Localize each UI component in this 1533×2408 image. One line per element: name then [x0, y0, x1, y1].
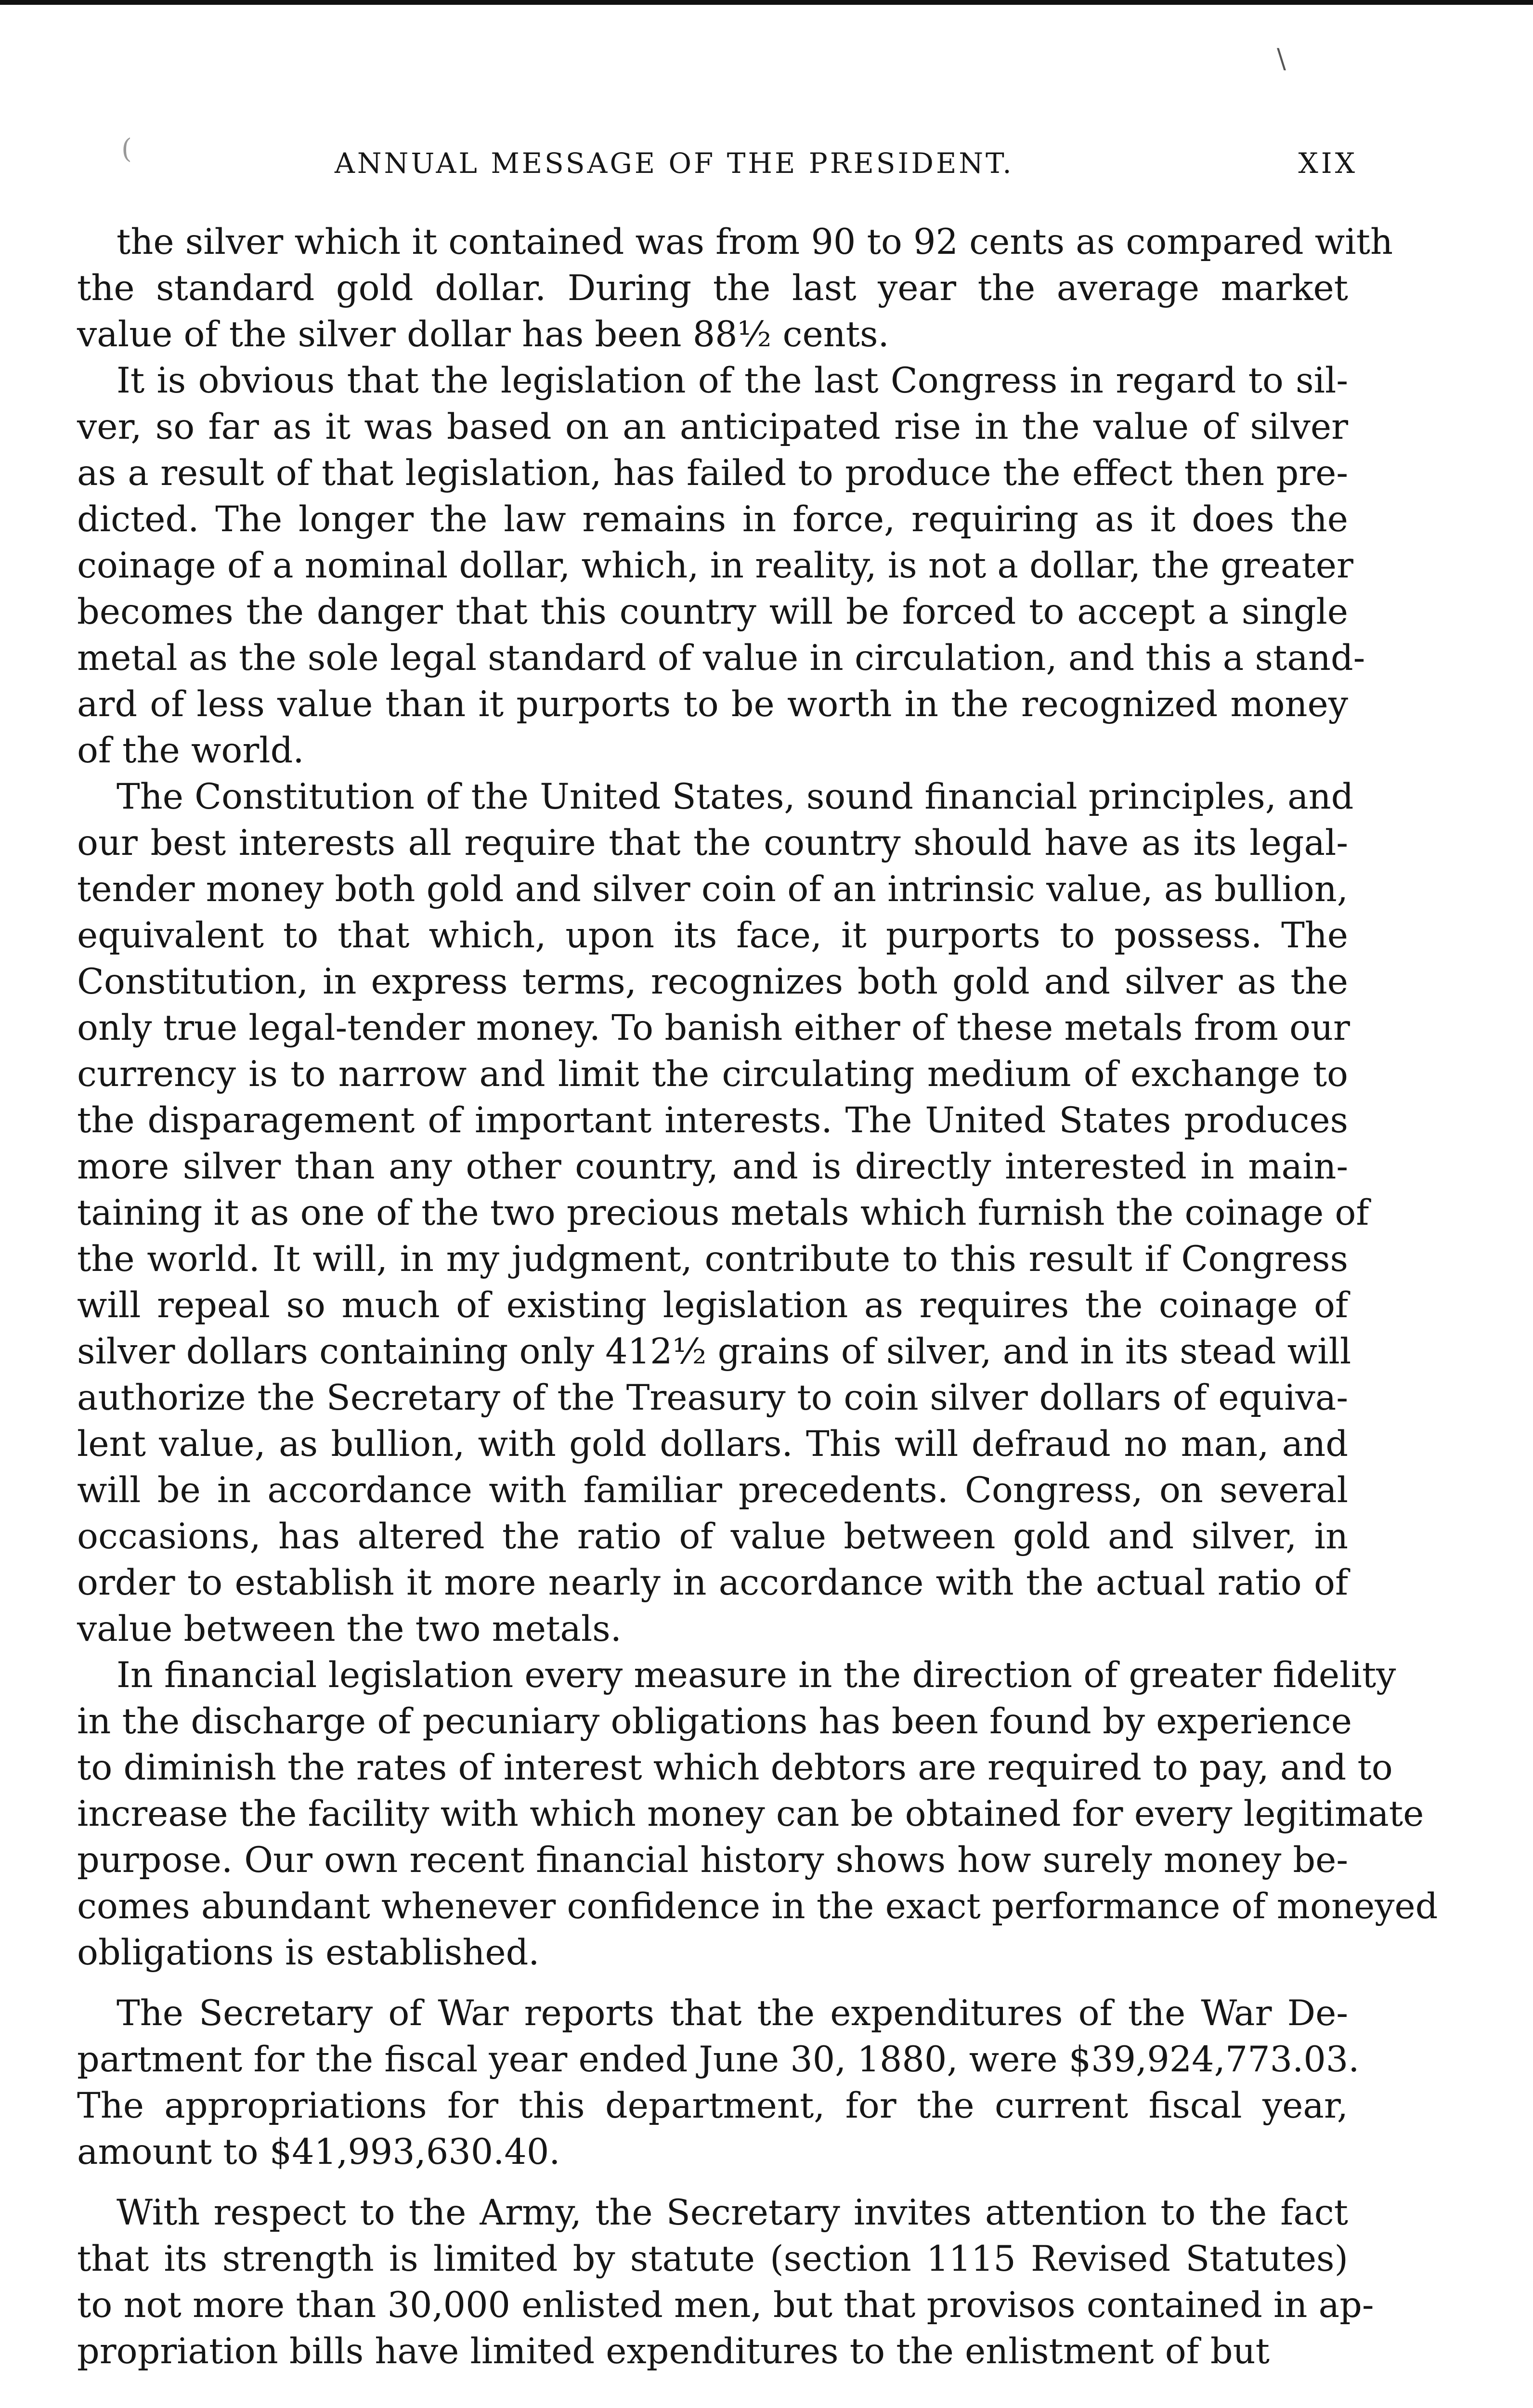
- text-line: dicted. The longer the law remains in force, requiring as it does the: [77, 499, 1348, 540]
- text-line: equivalent to that which, upon its face, it purports to possess. The: [77, 915, 1348, 956]
- text-line: our best interests all require that the country should have as its legal-: [77, 823, 1348, 864]
- text-line: With respect to the Army, the Secretary invites attention to the fact: [117, 2192, 1348, 2233]
- text-line: authorize the Secretary of the Treasury to coin silver dollars of equiva-: [77, 1377, 1348, 1418]
- text-line: the world. It will, in my judgment, contribute to this result if Congress: [77, 1239, 1348, 1280]
- text-line: tender money both gold and silver coin of an intrinsic value, as bullion,: [77, 869, 1348, 910]
- text-line: that its strength is limited by statute (section 1115 Revised Statutes): [77, 2238, 1348, 2279]
- text-line: silver dollars containing only 412½ grains of silver, and in its stead will: [77, 1331, 1351, 1372]
- paragraph: [77, 358, 1365, 774]
- text-line: The Secretary of War reports that the expenditures of the War De-: [117, 1993, 1348, 2034]
- text-line: coinage of a nominal dollar, which, in reality, is not a dollar, the greater: [77, 545, 1353, 586]
- page-number: XIX: [1298, 147, 1358, 180]
- text-line: becomes the danger that this country will be forced to accept a single: [77, 591, 1348, 632]
- page-body: [77, 219, 1438, 2375]
- text-line: the silver which it contained was from 90 to 92 cents as compared with: [117, 222, 1393, 262]
- text-line: increase the facility with which money can be obtained for every legitimate: [77, 1793, 1424, 1834]
- text-line: value of the silver dollar has been 88½ cents.: [77, 314, 889, 355]
- running-header: [77, 147, 1358, 185]
- text-line: ard of less value than it purports to be worth in the recognized money: [77, 684, 1348, 725]
- text-line: currency is to narrow and limit the circulating medium of exchange to: [77, 1054, 1348, 1095]
- text-line: in the discharge of pecuniary obligations has been found by experience: [77, 1701, 1352, 1742]
- text-line: lent value, as bullion, with gold dollars. This will defraud no man, and: [77, 1424, 1348, 1465]
- text-line: of the world.: [77, 730, 304, 771]
- text-line: The appropriations for this department, for the current fiscal year,: [77, 2085, 1348, 2126]
- paragraph: [77, 2190, 1374, 2375]
- text-line: It is obvious that the legislation of the last Congress in regard to sil-: [117, 360, 1348, 401]
- text-line: the standard gold dollar. During the last year the average market: [77, 268, 1348, 309]
- text-line: obligations is established.: [77, 1932, 540, 1973]
- text-line: The Constitution of the United States, sound financial principles, and: [117, 776, 1354, 817]
- text-line: Constitution, in express terms, recognizes both gold and silver as the: [77, 961, 1348, 1002]
- text-line: purpose. Our own recent financial history shows how surely money be-: [77, 1840, 1348, 1881]
- paragraph-gap: [77, 1976, 1348, 1990]
- paragraph: [77, 774, 1369, 1652]
- text-line: will repeal so much of existing legislation as requires the coinage of: [77, 1285, 1348, 1326]
- text-line: value between the two metals.: [77, 1609, 622, 1649]
- paragraph: [77, 1652, 1438, 1976]
- text-line: propriation bills have limited expenditures to the enlistment of but: [77, 2331, 1270, 2372]
- paragraph: [77, 1990, 1360, 2175]
- header-title: ANNUAL MESSAGE OF THE PRESIDENT.: [335, 147, 1014, 180]
- text-line: order to establish it more nearly in accordance with the actual ratio of: [77, 1562, 1348, 1603]
- text-line: amount to $41,993,630.40.: [77, 2132, 560, 2172]
- text-line: In financial legislation every measure in the direction of greater fidelity: [117, 1655, 1396, 1696]
- text-line: occasions, has altered the ratio of value between gold and silver, in: [77, 1516, 1348, 1557]
- text-line: taining it as one of the two precious metals which furnish the coinage of: [77, 1192, 1369, 1233]
- text-line: as a result of that legislation, has failed to produce the effect then pre-: [77, 453, 1348, 494]
- text-line: more silver than any other country, and is directly interested in main-: [77, 1146, 1348, 1187]
- paragraph-gap: [77, 2175, 1348, 2190]
- scan-mark: \: [1277, 43, 1286, 75]
- text-line: comes abundant whenever confidence in the exact performance of moneyed: [77, 1886, 1438, 1927]
- text-line: the disparagement of important interests. The United States produces: [77, 1100, 1348, 1141]
- text-line: only true legal-tender money. To banish either of these metals from our: [77, 1008, 1350, 1048]
- text-line: partment for the fiscal year ended June 30, 1880, were $39,924,773.03.: [77, 2039, 1360, 2080]
- text-line: to diminish the rates of interest which debtors are required to pay, and to: [77, 1747, 1393, 1788]
- text-line: ver, so far as it was based on an anticipated rise in the value of silver: [77, 406, 1348, 447]
- text-line: will be in accordance with familiar precedents. Congress, on several: [77, 1470, 1348, 1511]
- text-line: to not more than 30,000 enlisted men, but that provisos contained in ap-: [77, 2285, 1374, 2326]
- paragraph: [77, 219, 1393, 358]
- scan-mark: (: [121, 133, 132, 165]
- text-line: metal as the sole legal standard of value in circulation, and this a stand-: [77, 638, 1365, 679]
- top-border: [0, 0, 1533, 5]
